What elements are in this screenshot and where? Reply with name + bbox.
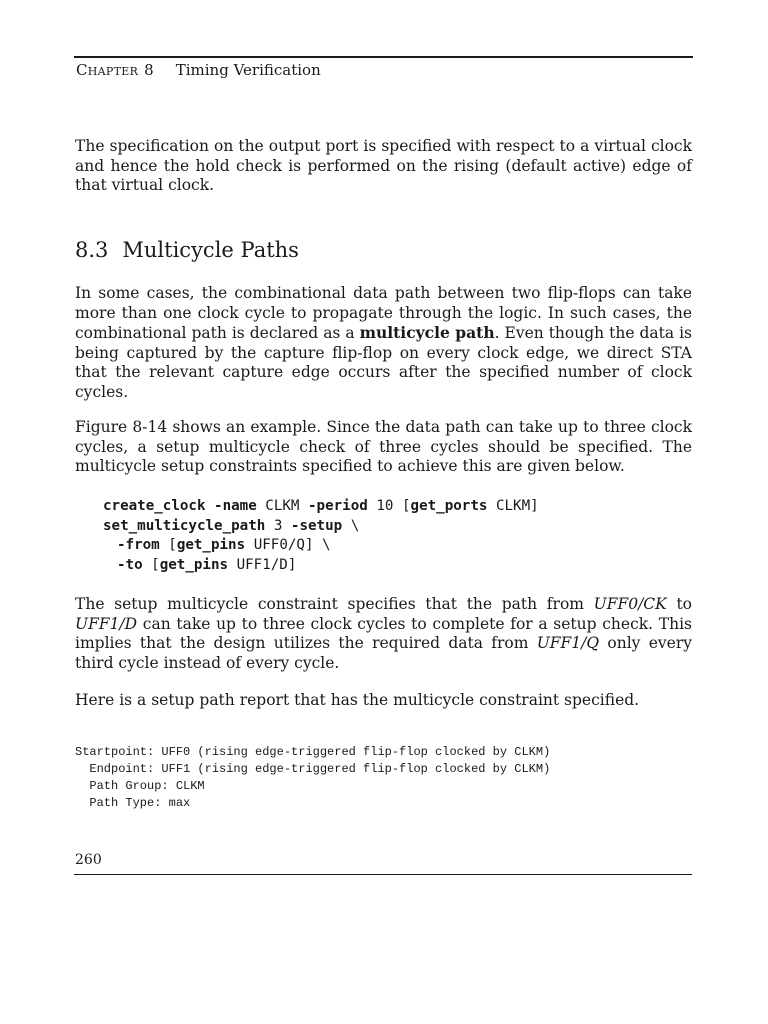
intro-paragraph: The specification on the output port is specified with respect to a virtual clock and hence the hold check is performed on the rising (default active) edge of that virtual clock. [75,137,692,194]
code-line [103,556,539,576]
code-line [103,517,539,537]
code-command: get_ports [410,498,488,514]
code-value: [ [159,537,177,553]
code-value: UFF1/D] [228,556,297,573]
code-command: get_pins [159,556,229,573]
code-value: [ [142,556,160,573]
section-heading [75,237,299,263]
code-command: create_clock [103,498,206,514]
code-option: -period [308,498,368,514]
paragraph-constraint-explanation [75,595,692,673]
paragraph-text: . Even though the data is being captured by the capture flip-flop on every clock edge, we direct STA that the relevant capture edge occurs after the specified number of clock cycles. [75,324,692,401]
pin-reference: UFF1/Q [536,634,600,652]
header-rule [74,56,693,58]
code-value: 3 [265,517,291,534]
code-option: -setup [290,517,343,534]
code-line [103,497,539,517]
chapter-number: 8 [144,61,154,79]
paragraph-text: only every third cycle instead of every cycle. [75,634,692,672]
term-multicycle-path: multicycle path [359,323,495,342]
report-line: Path Group: CLKM [75,779,205,793]
code-command: set_multicycle_path [103,517,266,534]
paragraph-multicycle-intro [75,284,692,402]
code-value: \ [342,517,360,534]
pin-reference: UFF0/CK [593,595,667,613]
footer-rule [74,874,692,875]
report-line: Endpoint: UFF1 (rising edge-triggered flip-flop clocked by CLKM) [75,762,551,776]
running-header [76,61,321,79]
paragraph-text: can take up to three clock cycles to complete for a setup check. This implies that the design utilizes the required data from [75,614,692,652]
paragraph-figure-example: Figure 8-14 shows an example. Since the data path can take up to three clock cycles, a setup multicycle check of three cycles should be specified. The multicycle setup constraints specified to achieve this are given below. [75,418,692,475]
paragraph-text: In some cases, the combinational data path between two flip-flops can take more than one clock cycle to propagate through the logic. In such cases, the combinational path is declared as a [75,284,692,342]
paragraph-text: The setup multicycle constraint specifies that the path from [75,595,594,613]
code-command: get_pins [176,537,246,553]
section-title: Multicycle Paths [122,238,299,262]
paragraph-text: to [666,595,692,613]
timing-report [75,744,550,812]
code-value: CLKM [256,498,309,514]
code-option: -from [117,537,160,553]
code-value: CLKM] [487,498,539,514]
page-number: 260 [75,852,102,868]
report-line: Startpoint: UFF0 (rising edge-triggered flip-flop clocked by CLKM) [75,745,551,759]
pin-reference: UFF1/D [75,614,138,633]
code-line [103,536,539,556]
code-value: 10 [ [367,498,411,514]
code-option: -to [117,556,143,573]
chapter-label: Chapter [76,61,139,79]
constraint-code-block [103,497,539,575]
code-value: UFF0/Q] \ [245,537,331,553]
report-line: Path Type: max [75,796,191,810]
code-option: -name [214,498,257,514]
section-number: 8.3 [75,238,109,262]
paragraph-report-intro: Here is a setup path report that has the multicycle constraint specified. [75,691,640,709]
chapter-title: Timing Verification [175,61,321,79]
